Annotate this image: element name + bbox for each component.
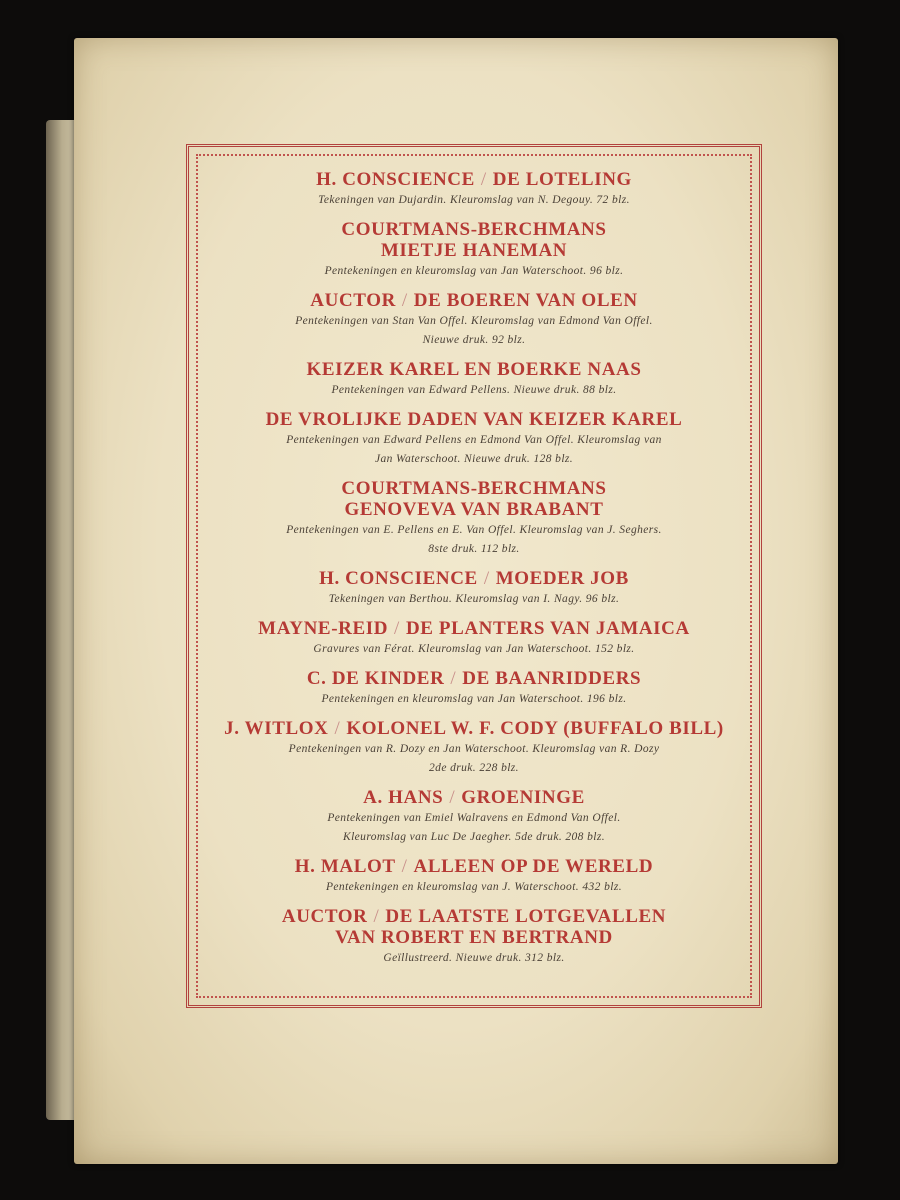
entry-book-title: VAN ROBERT EN BERTRAND	[335, 927, 613, 948]
title-separator: /	[401, 290, 408, 311]
book-catalog-list	[201, 169, 747, 977]
entry-author: C. DE KINDER	[306, 668, 445, 689]
entry-description: Pentekeningen van Edward Pellens. Nieuwe druk. 88 blz.	[331, 384, 617, 396]
catalog-entry	[201, 290, 747, 349]
entry-book-title: ALLEEN OP DE WERELD	[413, 856, 654, 877]
catalog-entry	[201, 409, 747, 468]
title-separator: /	[373, 906, 380, 927]
entry-description: Pentekeningen van E. Pellens en E. Van Offel. Kleuromslag van J. Seghers.	[286, 524, 662, 536]
entry-description: Tekeningen van Dujardin. Kleuromslag van N. Degouy. 72 blz.	[318, 194, 630, 206]
entry-title-line: COURTMANS-BERCHMANS	[341, 219, 607, 240]
entry-title-line	[201, 568, 747, 589]
catalog-entry	[201, 219, 747, 280]
decorative-border-frame	[186, 144, 762, 1008]
title-separator: /	[334, 718, 341, 739]
entry-description: 2de druk. 228 blz.	[429, 762, 519, 774]
entry-book-title: DE BOEREN VAN OLEN	[413, 290, 638, 311]
catalog-entry	[201, 668, 747, 708]
entry-author: H. MALOT	[294, 856, 396, 877]
entry-description: Pentekeningen en kleuromslag van Jan Waterschoot. 196 blz.	[321, 693, 627, 705]
entry-description: Pentekeningen en kleuromslag van J. Waterschoot. 432 blz.	[326, 881, 622, 893]
entry-description: Jan Waterschoot. Nieuwe druk. 128 blz.	[374, 453, 574, 465]
title-separator: /	[449, 787, 456, 808]
catalog-entry	[201, 856, 747, 896]
entry-description: Pentekeningen van Edward Pellens en Edmond Van Offel. Kleuromslag van	[286, 434, 662, 446]
catalog-entry	[201, 618, 747, 658]
title-separator: /	[394, 618, 400, 639]
entry-title-line	[201, 169, 747, 190]
catalog-entry	[201, 359, 747, 399]
catalog-entry	[201, 568, 747, 608]
entry-author: J. WITLOX	[224, 718, 329, 739]
catalog-entry	[201, 906, 747, 967]
entry-description: Kleuromslag van Luc De Jaegher. 5de druk. 208 blz.	[343, 831, 605, 843]
entry-author: H. CONSCIENCE	[319, 568, 478, 589]
entry-description: Pentekeningen van Emiel Walravens en Edmond Van Offel.	[327, 812, 621, 824]
entry-author: AUCTOR	[310, 290, 396, 311]
title-separator: /	[483, 568, 490, 589]
entry-title-line: KEIZER KAREL EN BOERKE NAAS	[306, 359, 642, 380]
entry-author: A. HANS	[363, 787, 444, 808]
entry-book-title: DE BAANRIDDERS	[462, 668, 642, 689]
entry-book-title: MOEDER JOB	[495, 568, 629, 589]
entry-description: Nieuwe druk. 92 blz.	[422, 334, 526, 346]
entry-author: MAYNE-REID	[258, 618, 389, 639]
catalog-entry	[201, 718, 747, 777]
entry-book-title: KOLONEL W. F. CODY (BUFFALO BILL)	[346, 718, 724, 739]
entry-description: Pentekeningen van Stan Van Offel. Kleuromslag van Edmond Van Offel.	[295, 315, 653, 327]
entry-title-line: GENOVEVA VAN BRABANT	[344, 499, 604, 520]
entry-title-line	[201, 787, 747, 808]
entry-title-line: MIETJE HANEMAN	[380, 240, 568, 261]
catalog-entry	[201, 787, 747, 846]
entry-description: Gravures van Férat. Kleuromslag van Jan Waterschoot. 152 blz.	[313, 643, 635, 655]
entry-title-line	[201, 618, 747, 639]
title-separator: /	[401, 856, 408, 877]
entry-title-line: COURTMANS-BERCHMANS	[341, 478, 607, 499]
entry-title-line	[201, 906, 747, 927]
entry-description: Geïllustreerd. Nieuwe druk. 312 blz.	[383, 952, 565, 964]
book-back-cover	[74, 38, 838, 1164]
entry-description: 8ste druk. 112 blz.	[428, 543, 520, 555]
entry-book-title: DE PLANTERS VAN JAMAICA	[405, 618, 690, 639]
entry-description: Pentekeningen en kleuromslag van Jan Waterschoot. 96 blz.	[324, 265, 624, 277]
entry-description: Pentekeningen van R. Dozy en Jan Waterschoot. Kleuromslag van R. Dozy	[288, 743, 660, 755]
title-separator: /	[480, 169, 487, 190]
entry-title-line: DE VROLIJKE DADEN VAN KEIZER KAREL	[265, 409, 683, 430]
entry-book-title: DE LOTELING	[492, 169, 632, 190]
entry-author: AUCTOR	[281, 906, 368, 927]
entry-title-line	[201, 290, 747, 311]
entry-description: Tekeningen van Berthou. Kleuromslag van I. Nagy. 96 blz.	[328, 593, 620, 605]
catalog-entry	[201, 169, 747, 209]
entry-book-title: GROENINGE	[461, 787, 585, 808]
entry-title-line	[201, 668, 747, 689]
title-separator: /	[450, 668, 457, 689]
entry-book-title: DE LAATSTE LOTGEVALLEN	[385, 906, 667, 927]
catalog-entry	[201, 478, 747, 558]
entry-author: H. CONSCIENCE	[316, 169, 475, 190]
entry-title-line	[201, 856, 747, 877]
entry-title-line	[201, 718, 747, 739]
